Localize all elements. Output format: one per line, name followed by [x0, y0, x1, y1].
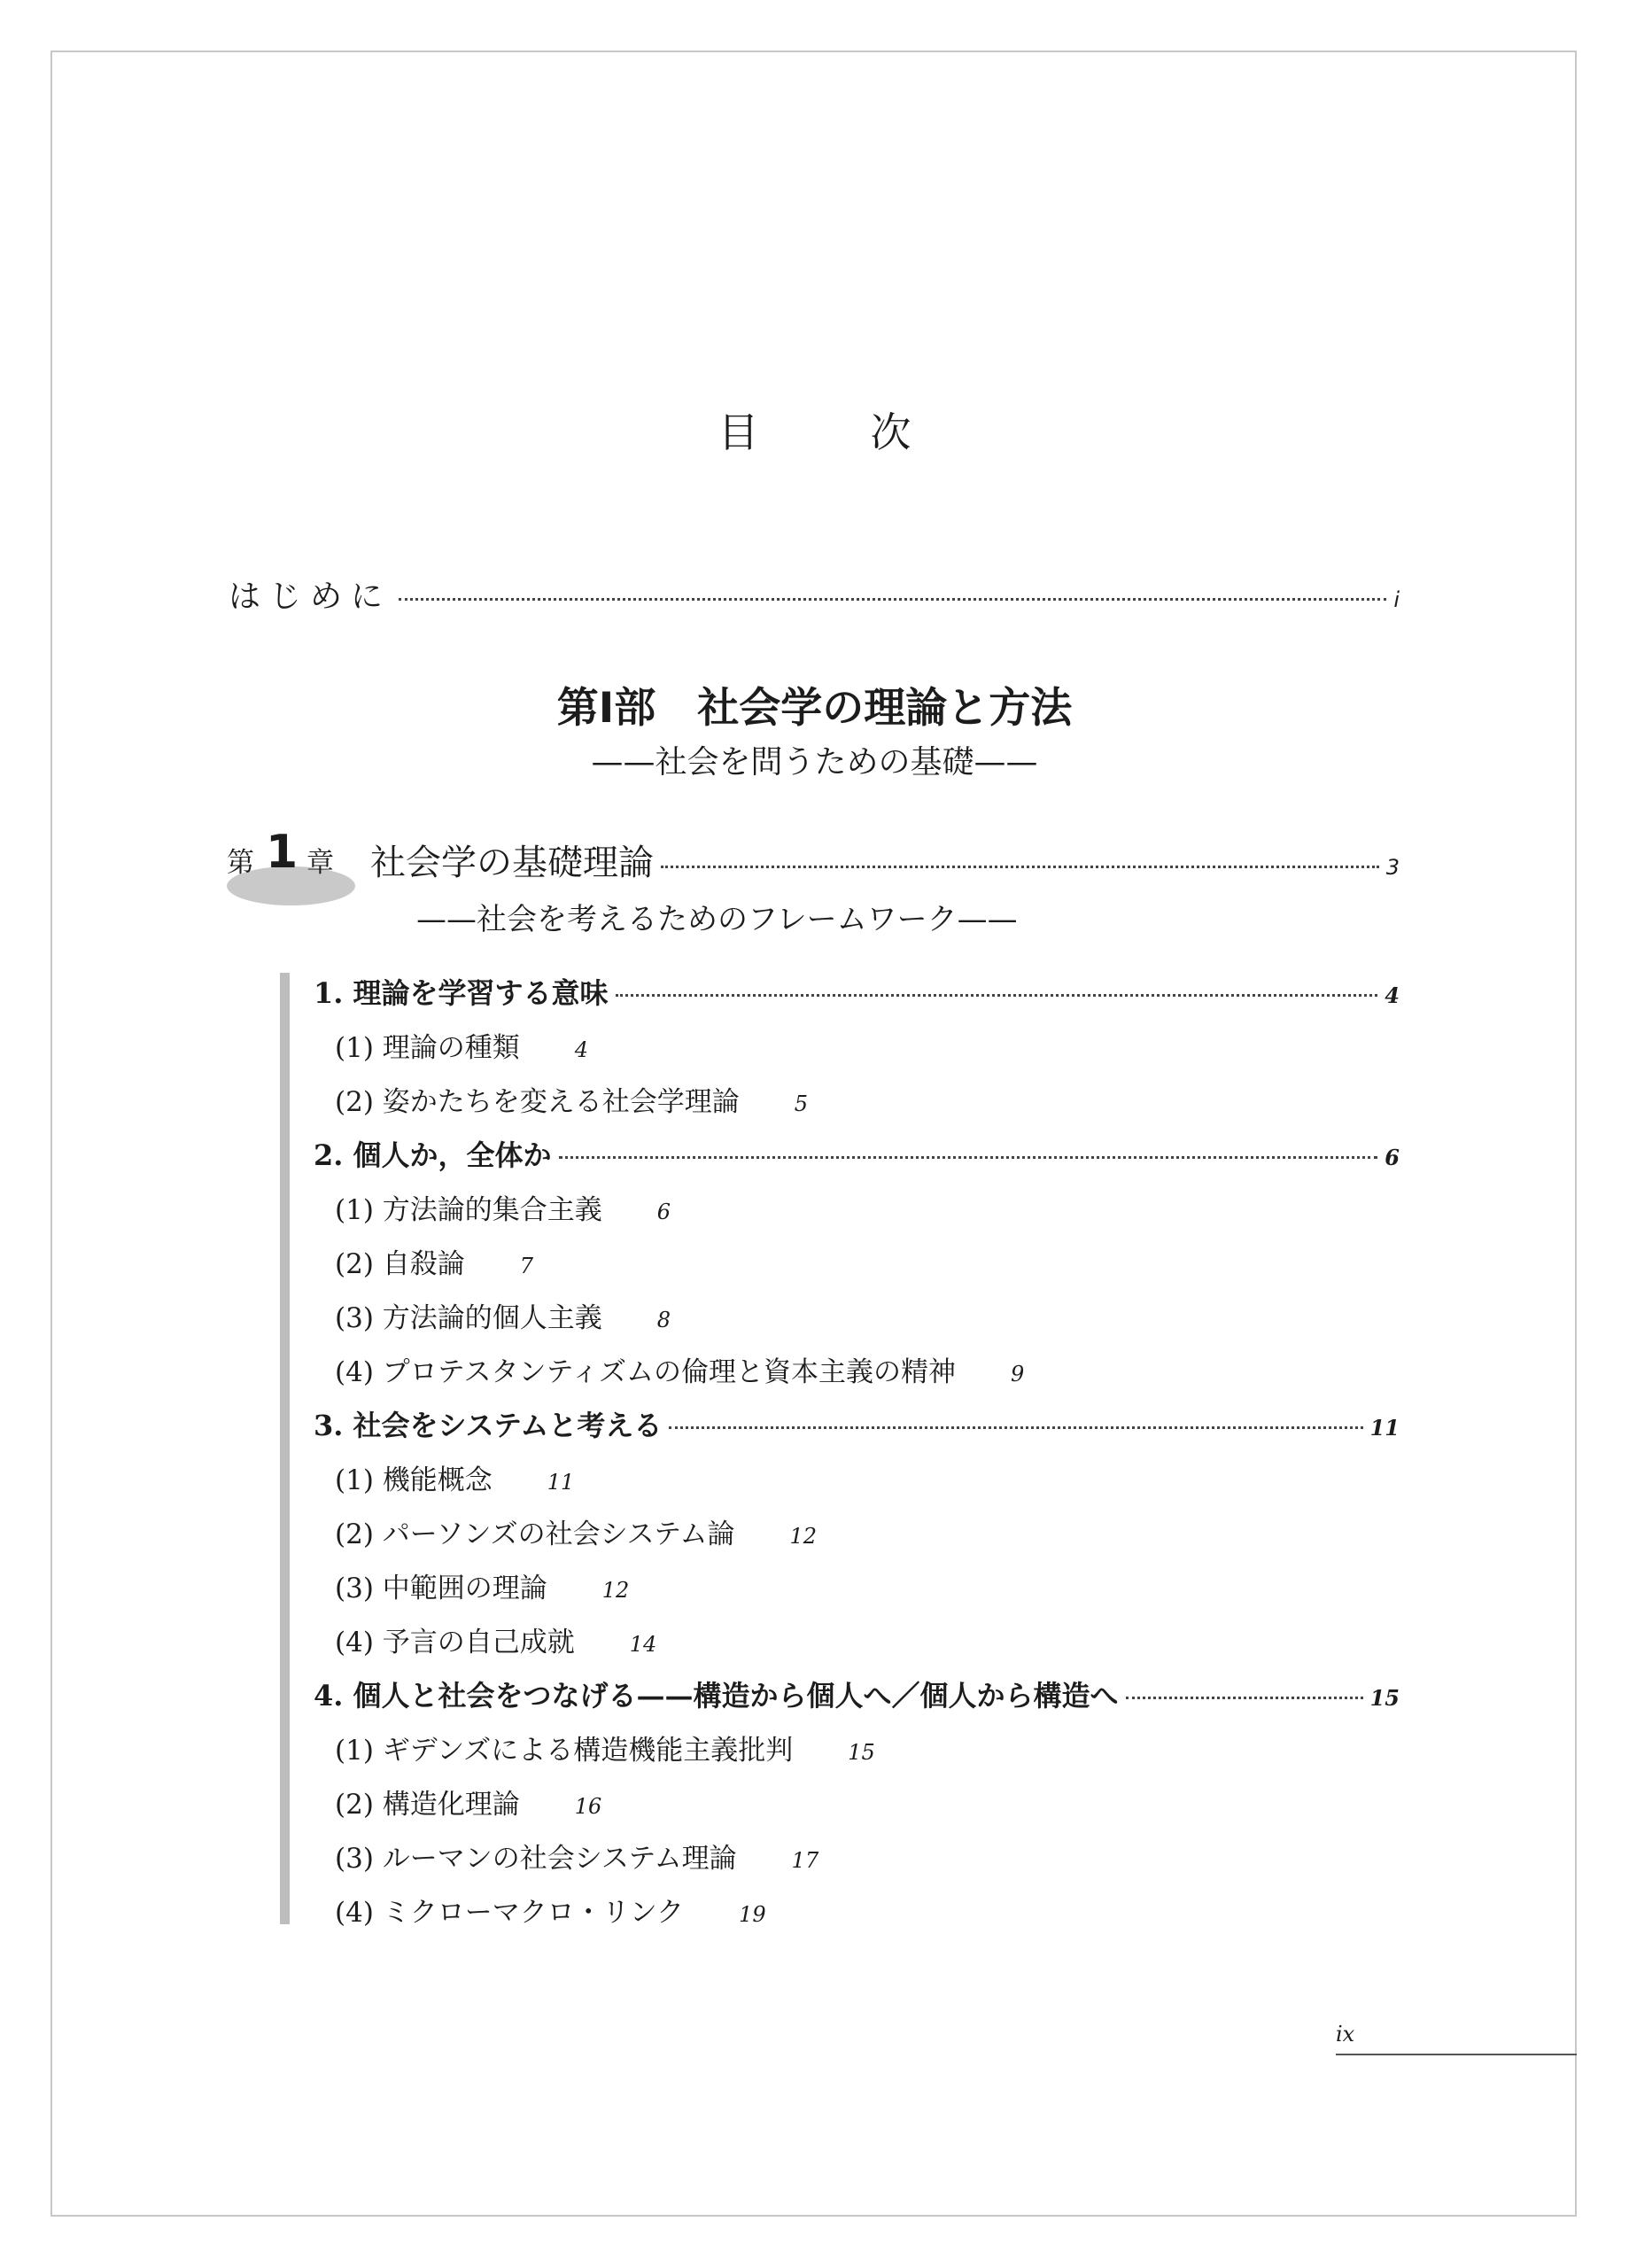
subsection-label: (1) 機能概念 [335, 1464, 493, 1496]
dot-leader [669, 1426, 1362, 1429]
subsection-label: (1) ギデンズによる構造機能主義批判 [335, 1735, 794, 1767]
subsection-page: 12 [601, 1578, 630, 1603]
subsection-label: (1) 理論の種類 [335, 1032, 520, 1064]
intro-page: i [1393, 587, 1400, 612]
subsection-page: 17 [791, 1848, 819, 1873]
chapter-prefix: 第 [227, 847, 254, 879]
chapter-page: 3 [1385, 855, 1400, 880]
dot-leader [399, 598, 1386, 601]
toc-entry-section-2[interactable] [314, 1133, 1400, 1174]
part-subtitle: ——社会を問うための基礎—— [591, 744, 1038, 781]
subsection-page: 6 [656, 1200, 671, 1224]
toc-entry-section-4[interactable] [314, 1674, 1400, 1714]
section-label: 4. 個人と社会をつなげる——構造から個人へ／個人から構造へ [314, 1679, 1119, 1713]
subsection-page: 12 [789, 1524, 818, 1549]
toc-entry-section-3[interactable] [314, 1403, 1400, 1444]
toc-entry-subsection[interactable] [335, 1836, 818, 1876]
subsection-label: (1) 方法論的集合主義 [335, 1194, 602, 1226]
section-side-bar [280, 973, 290, 1924]
chapter-suffix: 章 [306, 847, 334, 879]
subsection-label: (4) プロテスタンティズムの倫理と資本主義の精神 [335, 1356, 957, 1388]
subsection-page: 4 [574, 1037, 589, 1062]
subsection-page: 15 [848, 1740, 875, 1765]
subsection-label: (2) 自殺論 [335, 1248, 465, 1280]
chapter-badge [227, 826, 355, 904]
section-label: 3. 社会をシステムと考える [314, 1409, 663, 1442]
subsection-page: 19 [739, 1902, 766, 1927]
toc-entry-subsection[interactable] [335, 1457, 574, 1497]
footer-rule [1336, 2054, 1577, 2055]
subsection-page: 16 [574, 1794, 602, 1819]
toc-entry-subsection[interactable] [335, 1079, 808, 1119]
section-page: 11 [1369, 1415, 1400, 1441]
section-label: 2. 個人か，全体か [314, 1138, 552, 1172]
toc-entry-subsection[interactable] [335, 1565, 629, 1605]
toc-entry-intro[interactable] [229, 571, 1400, 617]
toc-entry-subsection[interactable] [335, 1619, 656, 1659]
subsection-page: 8 [656, 1308, 671, 1332]
subsection-label: (2) 構造化理論 [335, 1789, 520, 1821]
dot-leader [1126, 1697, 1363, 1699]
page-title: 目 次 [718, 408, 947, 456]
toc-entry-subsection[interactable] [335, 1025, 588, 1065]
subsection-page: 5 [794, 1091, 809, 1116]
toc-entry-subsection[interactable] [335, 1241, 533, 1281]
subsection-page: 9 [1011, 1362, 1025, 1386]
toc-entry-subsection[interactable] [335, 1511, 817, 1551]
toc-entry-section-1[interactable] [314, 971, 1400, 1012]
part-title: 第Ⅰ部 社会学の理論と方法 [556, 684, 1073, 733]
toc-entry-subsection[interactable] [335, 1187, 671, 1227]
subsection-label: (4) ミクローマクロ・リンク [335, 1897, 685, 1929]
dot-leader [559, 1156, 1378, 1159]
subsection-label: (3) 方法論的個人主義 [335, 1302, 602, 1334]
subsection-label: (3) ルーマンの社会システム理論 [335, 1843, 737, 1875]
toc-entry-subsection[interactable] [335, 1890, 766, 1930]
section-page: 6 [1385, 1145, 1400, 1170]
dot-leader [661, 866, 1379, 868]
section-page: 4 [1385, 983, 1400, 1008]
subsection-label: (2) 姿かたちを変える社会学理論 [335, 1086, 740, 1118]
chapter-title: 社会学の基礎理論 [370, 843, 654, 883]
subsection-page: 11 [547, 1470, 575, 1495]
subsection-page: 7 [519, 1254, 534, 1278]
toc-entry-subsection[interactable] [335, 1349, 1024, 1389]
toc-entry-subsection[interactable] [335, 1782, 601, 1821]
page-number: ix [1336, 2022, 1355, 2047]
section-page: 15 [1369, 1685, 1400, 1711]
chapter-subtitle: ——社会を考えるためのフレームワーク—— [416, 902, 1018, 937]
subsection-page: 14 [629, 1632, 657, 1657]
dot-leader [616, 994, 1378, 997]
toc-entry-subsection[interactable] [335, 1728, 875, 1767]
chapter-number: 1 [266, 826, 299, 879]
intro-label: はじめに [229, 579, 392, 615]
toc-entry-chapter-1[interactable] [370, 835, 1400, 885]
toc-entry-subsection[interactable] [335, 1295, 671, 1335]
subsection-label: (2) パーソンズの社会システム論 [335, 1518, 735, 1550]
subsection-label: (3) 中範囲の理論 [335, 1573, 547, 1604]
section-label: 1. 理論を学習する意味 [314, 976, 609, 1010]
subsection-label: (4) 予言の自己成就 [335, 1627, 575, 1658]
